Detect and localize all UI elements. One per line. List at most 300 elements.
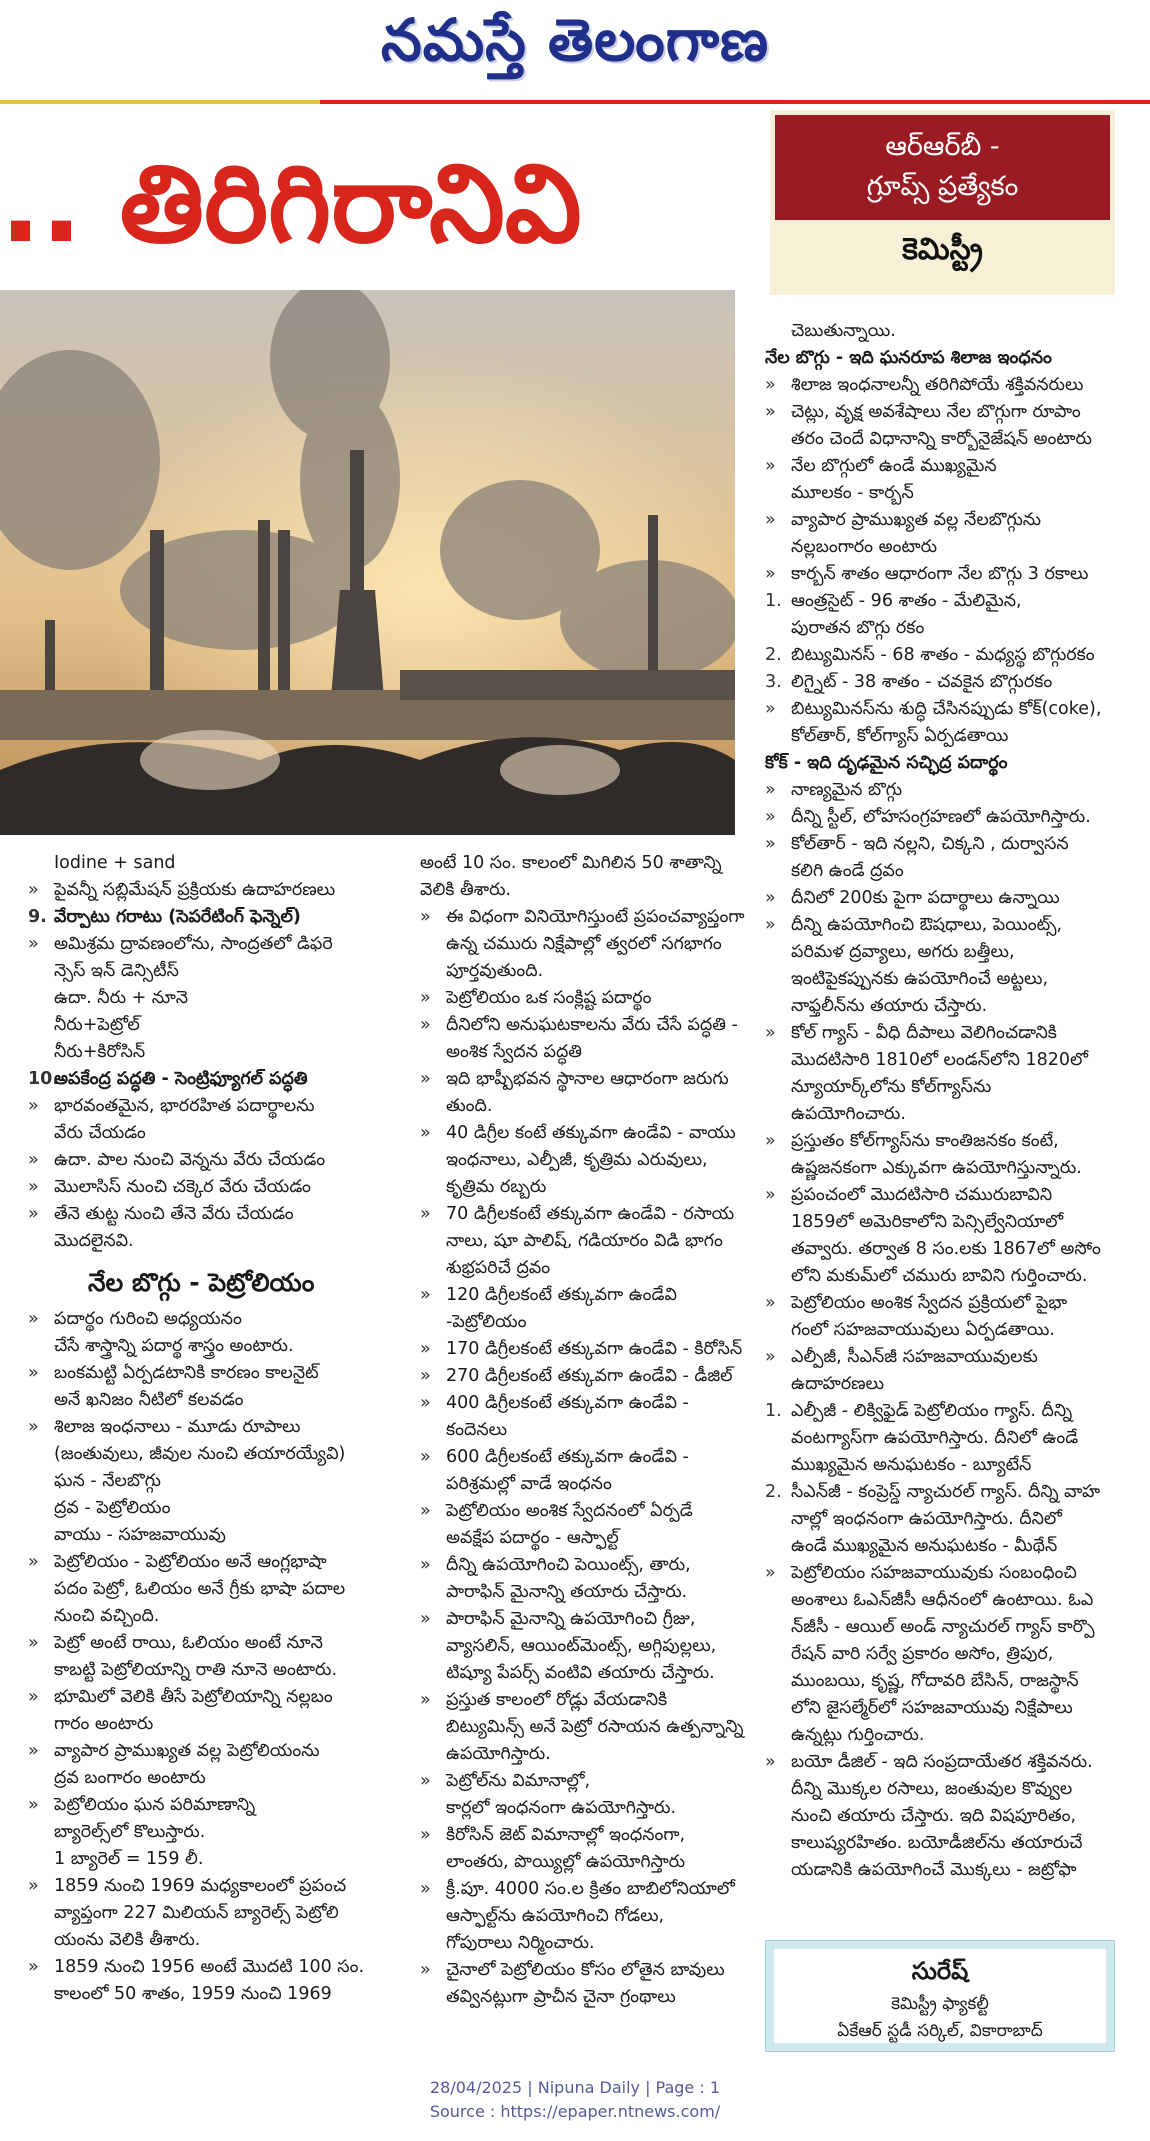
text-line xyxy=(28,1468,410,1495)
bullet-marker: » xyxy=(420,1015,431,1035)
line-text: చైనాలో పెట్రోలియం కోసం లోతైన బావులు xyxy=(446,1960,725,1980)
author-role: కెమిస్ట్రీ ఫ్యాకల్టీ xyxy=(891,1994,989,2014)
text-line xyxy=(420,985,770,1012)
text-line xyxy=(420,1687,770,1714)
text-line xyxy=(28,1360,410,1387)
text-line xyxy=(420,1336,770,1363)
text-line xyxy=(765,1749,1120,1776)
bullet-marker: » xyxy=(28,1417,39,1437)
line-text: ద్రవ - పెట్రోలియం xyxy=(54,1498,171,1518)
newspaper-name: నమస్తే తెలంగాణ xyxy=(381,6,769,74)
text-line xyxy=(420,1066,770,1093)
text-line xyxy=(765,777,1120,804)
line-text: బిట్యుమినస్ - 68 శాతం - మధ్యస్థ బొగ్గురకం xyxy=(791,645,1095,665)
line-text: పదం పెట్రో, ఓలియం అనే గ్రీకు భాషా పదాల xyxy=(54,1579,346,1599)
bullet-marker: » xyxy=(765,1131,776,1151)
bullet-marker: 3. xyxy=(765,672,782,692)
line-text: అవక్షేప పదార్థం - ఆస్ఫాల్ట్ xyxy=(446,1528,619,1548)
text-line xyxy=(420,1984,770,2011)
line-text: ఉష్ణజనకంగా ఎక్కువగా ఉపయోగిస్తున్నారు. xyxy=(791,1158,1082,1178)
text-line xyxy=(765,1668,1120,1695)
line-text: కార్లలో ఇంధనంగా ఉపయోగిస్తారు. xyxy=(446,1798,677,1818)
page-footer xyxy=(0,2076,1150,2124)
text-line xyxy=(420,1093,770,1120)
line-text: పదార్థం గురించి అధ్యయనం xyxy=(54,1309,242,1329)
text-line xyxy=(420,1876,770,1903)
line-text: ముఖ్యమైన అనుఘటకం - బ్యూటేన్ xyxy=(791,1455,1032,1475)
line-text: పురాతన బొగ్గు రకం xyxy=(791,618,925,638)
line-text: కాబట్టి పెట్రోలియాన్ని రాతి నూనె అంటారు. xyxy=(54,1660,338,1680)
text-line xyxy=(420,1930,770,1957)
text-line xyxy=(765,696,1120,723)
line-text: దీన్ని మొక్కల రసాలు, జంతువుల కొవ్వుల xyxy=(791,1779,1073,1799)
text-line xyxy=(765,1560,1120,1587)
line-text: ఈ విధంగా వినియోగిస్తుంటే ప్రపంచవ్యాప్తంగా xyxy=(446,907,745,927)
bullet-marker: » xyxy=(28,1363,39,1383)
bullet-marker: » xyxy=(420,1879,431,1899)
bullet-marker: » xyxy=(420,1069,431,1089)
line-text: ప్రపంచంలో మొదటిసారి చమురుబావిని xyxy=(791,1185,1053,1205)
text-line xyxy=(28,1657,410,1684)
text-line xyxy=(28,1900,410,1927)
text-line xyxy=(765,1587,1120,1614)
line-text: నీరు+కిరోసిన్ xyxy=(54,1042,146,1062)
text-line xyxy=(765,1506,1120,1533)
line-text: దీనిలోని అనుఘటకాలను వేరు చేసే పద్ధతి - xyxy=(446,1015,738,1035)
text-line xyxy=(765,561,1120,588)
text-line xyxy=(28,1414,410,1441)
bullet-marker: » xyxy=(420,1960,431,1980)
line-text: దీన్ని ఉపయోగించి ఔషధాలు, పెయింట్స్, xyxy=(791,915,1063,935)
text-line xyxy=(420,1147,770,1174)
text-line xyxy=(28,1333,410,1360)
line-text: 1 బ్యారెల్ = 159 లీ. xyxy=(54,1849,204,1869)
line-text: శిలాజ ఇంధనాలన్నీ తరిగిపోయే శక్తివనరులు xyxy=(791,375,1084,395)
bullet-marker: » xyxy=(765,564,776,584)
line-text: అంశాలు ఓఎన్‌జీసీ ఆధీనంలో ఉంటాయి. ఓఎ xyxy=(791,1590,1094,1610)
bullet-marker: » xyxy=(765,699,776,719)
text-line xyxy=(420,1552,770,1579)
bullet-marker: » xyxy=(420,1771,431,1791)
text-line xyxy=(28,1765,410,1792)
footer-source-line: Source : https://epaper.ntnews.com/ xyxy=(429,2102,721,2121)
bullet-marker: » xyxy=(28,1687,39,1707)
line-text: దీనిలో 200కు పైగా పదార్థాలు ఉన్నాయి xyxy=(791,888,1060,908)
text-line xyxy=(420,1903,770,1930)
text-line xyxy=(765,642,1120,669)
bullet-marker: 1. xyxy=(765,1401,782,1421)
text-line xyxy=(28,1093,410,1120)
line-text: 120 డిగ్రీలకంటే తక్కువగా ఉండేవి xyxy=(446,1285,677,1305)
text-line xyxy=(765,804,1120,831)
author-organization: ఏకేఆర్ స్టడీ సర్కిల్, వికారాబాద్ xyxy=(837,2021,1043,2041)
line-text: అపకేంద్ర పద్ధతి - సెంట్రిఫ్యూగల్ పద్ధతి xyxy=(54,1069,308,1089)
line-text: పెట్రోలియం ఘన పరిమాణాన్ని xyxy=(54,1795,256,1815)
line-text: కిరోసిన్ జెట్ విమానాల్లో ఇంధనంగా, xyxy=(446,1825,686,1845)
bullet-marker: » xyxy=(28,1552,39,1572)
line-text: పారాఫిన్ మైనాన్ని ఉపయోగించి గ్రీజు, xyxy=(446,1609,696,1629)
text-line xyxy=(28,931,410,958)
line-text: ద్రవ బంగారం అంటారు xyxy=(54,1768,206,1788)
bullet-marker: » xyxy=(28,934,39,954)
text-line xyxy=(765,1074,1120,1101)
bullet-marker: 1. xyxy=(765,591,782,611)
line-text: ఉన్న చమురు నిక్షేపాల్లో త్వరలో సగభాగం xyxy=(446,934,722,954)
line-text: పారాఫిన్ మైనాన్ని తయారు చేస్తారు. xyxy=(446,1582,688,1602)
line-text: 1859లో అమెరికాలోని పెన్సిల్వేనియాలో xyxy=(791,1212,1064,1232)
line-text: వ్యాపార ప్రాముఖ్యత వల్ల పెట్రోలియంను xyxy=(54,1741,320,1761)
text-line xyxy=(28,1039,410,1066)
bullet-marker: » xyxy=(765,1185,776,1205)
line-text: పెట్రోలియం సహజవాయువుకు సంబంధించి xyxy=(791,1563,1077,1583)
line-text: గోపురాలు నిర్మించారు. xyxy=(446,1933,595,1953)
line-text: ఉదాహరణలు xyxy=(791,1374,884,1394)
line-text: మొదటిసారి 1810లో లండన్‌లోని 1820లో xyxy=(791,1050,1088,1070)
text-line xyxy=(765,1371,1120,1398)
bullet-marker: 2. xyxy=(765,1482,782,1502)
line-text: నాల్లో ఇంధనంగా ఉపయోగిస్తారు. దీనిలో xyxy=(791,1509,1062,1529)
line-text: కలిగి ఉండే ద్రవం xyxy=(791,861,904,881)
line-text: న్యూయార్క్‌లోను కోల్‌గ్యాస్‌ను xyxy=(791,1077,992,1097)
line-text: లిగ్నైట్ - 38 శాతం - చవకైన బొగ్గురకం xyxy=(791,672,1053,692)
text-line xyxy=(765,831,1120,858)
text-line xyxy=(420,1741,770,1768)
section-tag-line2: గ్రూప్స్ ప్రత్యేకం xyxy=(866,171,1019,202)
text-line xyxy=(765,1344,1120,1371)
bullet-marker: » xyxy=(28,1150,39,1170)
bullet-marker: » xyxy=(420,1501,431,1521)
line-text: వ్యాపార ప్రాముఖ్యత వల్ల నేలబొగ్గును xyxy=(791,510,1042,530)
bullet-marker: » xyxy=(765,1563,776,1583)
text-line xyxy=(28,1927,410,1954)
text-line xyxy=(28,1174,410,1201)
text-line xyxy=(765,750,1120,777)
text-line xyxy=(420,1849,770,1876)
text-line xyxy=(420,1525,770,1552)
text-line xyxy=(420,1120,770,1147)
text-line xyxy=(765,1641,1120,1668)
text-line xyxy=(28,1711,410,1738)
text-line xyxy=(420,1012,770,1039)
line-text: కోల్‌తార్ - ఇది నల్లని, చిక్కని , దుర్వాసన xyxy=(791,834,1069,854)
text-line xyxy=(765,912,1120,939)
text-line xyxy=(28,1066,410,1093)
author-name: సురేష్ xyxy=(911,1957,969,1985)
text-line xyxy=(765,1479,1120,1506)
line-text: అమిశ్రమ ద్రావణంలోను, సాంద్రతలో డిఫరె xyxy=(54,934,333,954)
text-line xyxy=(28,1549,410,1576)
column-1 xyxy=(28,850,410,2008)
text-line xyxy=(420,1660,770,1687)
text-line xyxy=(420,1633,770,1660)
line-text: భారవంతమైన, భారరహిత పదార్థాలను xyxy=(54,1096,315,1116)
line-text: ఉదా. నీరు + నూనె xyxy=(54,988,189,1008)
text-line xyxy=(765,1803,1120,1830)
bullet-marker: » xyxy=(765,510,776,530)
text-line xyxy=(765,372,1120,399)
text-line xyxy=(28,850,410,877)
bullet-marker: » xyxy=(28,1633,39,1653)
text-line xyxy=(765,1830,1120,1857)
line-text: బంకమట్టి ఏర్పడటానికి కారణం కాలనైట్ xyxy=(54,1363,319,1383)
author-box xyxy=(765,1940,1115,2052)
line-text: యడానికి ఉపయోగించే మొక్కలు - జట్రోఫా xyxy=(791,1860,1077,1880)
line-text: ప్రస్తుత కాలంలో రోడ్లు వేయడానికి xyxy=(446,1690,668,1710)
text-line xyxy=(765,453,1120,480)
line-text: నేల బొగ్గులో ఉండే ముఖ్యమైన xyxy=(791,456,997,476)
line-text: 1859 నుంచి 1956 అంటే మొదటి 100 సం. xyxy=(54,1957,365,1977)
bullet-marker: » xyxy=(28,1741,39,1761)
text-line xyxy=(765,1047,1120,1074)
text-line xyxy=(765,1398,1120,1425)
line-text: లోని మకుమ్‌లో చమురు బావిని గుర్తించారు. xyxy=(791,1266,1088,1286)
line-text: కృత్రిమ రబ్బరు xyxy=(446,1177,547,1197)
line-text: కాలుష్యరహితం. బయోడీజిల్‌ను తయారుచే xyxy=(791,1833,1083,1853)
bullet-marker: » xyxy=(765,807,776,827)
text-line xyxy=(420,1822,770,1849)
text-line xyxy=(765,318,1120,345)
line-text: ఉపయోగిస్తారు. xyxy=(446,1744,551,1764)
line-text: వేర్పాటు గరాటు (సెపరేటింగ్ ఫెన్నెల్) xyxy=(54,907,301,927)
text-line xyxy=(765,669,1120,696)
text-line xyxy=(28,1120,410,1147)
line-text: నల్లబంగారం అంటారు xyxy=(791,537,938,557)
line-text: తరం చెందే విధానాన్ని కార్బోనైజేషన్ అంటారు xyxy=(791,429,1092,449)
text-line xyxy=(420,1714,770,1741)
text-line xyxy=(765,1857,1120,1884)
text-line xyxy=(765,1533,1120,1560)
text-line xyxy=(420,1957,770,1984)
line-text: కోక్ - ఇది దృఢమైన సచ్ఛిద్ర పదార్థం xyxy=(765,753,1008,773)
line-text: నేల బొగ్గు - ఇది ఘనరూప శిలాజ ఇంధనం xyxy=(765,348,1052,368)
line-text: వ్యాసలిన్, ఆయింట్‌మెంట్స్, అగ్గిపుల్లలు, xyxy=(446,1636,717,1656)
text-line xyxy=(765,1425,1120,1452)
text-line xyxy=(765,993,1120,1020)
text-line xyxy=(28,877,410,904)
bullet-marker: » xyxy=(420,1366,431,1386)
text-line xyxy=(420,850,770,877)
bullet-marker: » xyxy=(420,1204,431,1224)
text-line xyxy=(28,1846,410,1873)
line-text: నుంచి తయారు చేస్తారు. ఇది విషపూరితం, xyxy=(791,1806,1077,1826)
line-text: శుభ్రపరిచే ద్రవం xyxy=(446,1258,551,1278)
line-text: ముంబయి, కృష్ణ, గోదావరి బేసిన్, రాజస్థాన్ xyxy=(791,1671,1079,1691)
line-text: ఆంత్రసైట్ - 96 శాతం - మేలిమైన, xyxy=(791,591,1022,611)
text-line xyxy=(765,885,1120,912)
bullet-marker: 2. xyxy=(765,645,782,665)
text-line xyxy=(420,1309,770,1336)
line-text: నాఫ్తలీన్‌ను తయారు చేస్తారు. xyxy=(791,996,988,1016)
line-text: కందెనలు xyxy=(446,1420,508,1440)
bullet-marker: » xyxy=(765,1293,776,1313)
line-text: బయో డీజిల్ - ఇది సంప్రదాయేతర శక్తివనరు. xyxy=(791,1752,1093,1772)
text-line xyxy=(765,858,1120,885)
line-text: చెబుతున్నాయి. xyxy=(791,321,896,341)
line-text: తవ్వినట్లుగా ప్రాచీన చైనా గ్రంథాలు xyxy=(446,1987,676,2007)
text-line xyxy=(420,1228,770,1255)
bullet-marker: 9. xyxy=(28,907,47,927)
text-line xyxy=(28,1603,410,1630)
bullet-marker: » xyxy=(28,1309,39,1329)
line-text: కోల్‌తార్, కోల్‌గ్యాస్ ఏర్పడతాయి xyxy=(791,726,1009,746)
line-text: అంశిక స్వేదన పద్ధతి xyxy=(446,1042,582,1062)
line-text: పూర్తవుతుంది. xyxy=(446,961,544,981)
line-text: కాలంలో 50 శాతం, 1959 నుంచి 1969 xyxy=(54,1984,332,2004)
line-text: వంటగ్యాస్‌గా ఉపయోగిస్తారు. దీనిలో ఉండే xyxy=(791,1428,1079,1448)
line-text: దీన్ని ఉపయోగించి పెయింట్స్, తారు, xyxy=(446,1555,691,1575)
section-tag-line1: ఆర్‌ఆర్‌బీ - xyxy=(885,131,1000,162)
text-line xyxy=(28,1495,410,1522)
line-text: వాయు - సహజవాయువు xyxy=(54,1525,226,1545)
line-text: యంను వెలికి తీశారు. xyxy=(54,1930,201,1950)
text-line xyxy=(28,1576,410,1603)
bullet-marker: » xyxy=(765,1752,776,1772)
text-line xyxy=(765,1101,1120,1128)
text-line xyxy=(28,985,410,1012)
line-text: పెట్రో అంటే రాయి, ఓలియం అంటే నూనె xyxy=(54,1633,323,1653)
line-text: పెట్రోల్‌ను విమానాల్లో, xyxy=(446,1771,591,1791)
line-text: పెట్రోలియం ఒక సంక్లిష్ట పదార్థం xyxy=(446,988,652,1008)
text-line xyxy=(420,1795,770,1822)
text-line xyxy=(765,966,1120,993)
text-line xyxy=(28,1819,410,1846)
text-line xyxy=(765,534,1120,561)
bullet-marker: » xyxy=(765,834,776,854)
line-text: మొలాసిస్ నుంచి చక్కెర వేరు చేయడం xyxy=(54,1177,311,1197)
bullet-marker: » xyxy=(28,1096,39,1116)
line-text: పైవన్నీ సబ్లిమేషన్ ప్రక్రియకు ఉదాహరణలు xyxy=(54,880,336,900)
line-text: -పెట్రోలియం xyxy=(446,1312,527,1332)
bullet-marker: » xyxy=(420,1555,431,1575)
line-text: ఎల్పీజీ - లిక్విఫైడ్ పెట్రోలియం గ్యాస్. దీన్ని xyxy=(791,1401,1073,1421)
line-text: గారం అంటారు xyxy=(54,1714,154,1734)
bullet-marker: » xyxy=(28,1204,39,1224)
text-line xyxy=(765,1722,1120,1749)
line-text: వెలికి తీశారు. xyxy=(420,880,512,900)
line-text: అంటే 10 సం. కాలంలో మిగిలిన 50 శాతాన్ని xyxy=(420,853,722,873)
footer-date-line: 28/04/2025 | Nipuna Daily | Page : 1 xyxy=(429,2078,721,2097)
line-text: 170 డిగ్రీలకంటే తక్కువగా ఉండేవి - కిరోసిన్ xyxy=(446,1339,743,1359)
text-line xyxy=(28,1522,410,1549)
text-line xyxy=(420,1471,770,1498)
line-text: న్సెస్ ఇన్ డెన్సిటీస్ xyxy=(54,961,179,981)
text-line xyxy=(420,1606,770,1633)
line-text: తేనె తుట్ట నుంచి తేనె వేరు చేయడం xyxy=(54,1204,294,1224)
text-line xyxy=(765,426,1120,453)
bullet-marker: » xyxy=(28,1957,39,1977)
line-text: భూమిలో వెలికి తీసే పెట్రోలియాన్ని నల్లబం xyxy=(54,1687,333,1707)
line-text: నాలు, షూ పాలిష్, గడియారం విడి భాగం xyxy=(446,1231,723,1251)
line-text: 270 డిగ్రీలకంటే తక్కువగా ఉండేవి - డీజిల్ xyxy=(446,1366,733,1386)
text-line xyxy=(765,939,1120,966)
line-text: న్‌జీసీ - ఆయిల్ అండ్ న్యాచురల్ గ్యాస్ కార్పొ xyxy=(791,1617,1095,1637)
bullet-marker: » xyxy=(420,1123,431,1143)
line-text: ఉండే ముఖ్యమైన అనుఘటకం - మీథేన్ xyxy=(791,1536,1058,1556)
section-heading: నేల బొగ్గు - పెట్రోలియం xyxy=(88,1268,315,1297)
line-text: వేరు చేయడం xyxy=(54,1123,146,1143)
text-line xyxy=(28,1201,410,1228)
text-line xyxy=(28,1738,410,1765)
bullet-marker: » xyxy=(765,456,776,476)
text-line xyxy=(420,1039,770,1066)
text-line xyxy=(420,1390,770,1417)
bullet-marker: » xyxy=(765,375,776,395)
text-line xyxy=(420,1282,770,1309)
line-text: పరిశ్రమల్లో వాడే ఇంధనం xyxy=(446,1474,612,1494)
bullet-marker: » xyxy=(28,1795,39,1815)
text-line xyxy=(765,588,1120,615)
line-text: తవ్వారు. తర్వాత 8 సం.లకు 1867లో అసోం xyxy=(791,1239,1101,1259)
text-line xyxy=(765,615,1120,642)
bullet-marker: » xyxy=(420,1393,431,1413)
text-line xyxy=(28,1228,410,1255)
text-line xyxy=(420,1417,770,1444)
text-line xyxy=(28,1954,410,1981)
text-line xyxy=(420,958,770,985)
line-text: లోని జైసల్మేర్‌లో సహజవాయువు నిక్షేపాలు xyxy=(791,1698,1073,1718)
bullet-marker: » xyxy=(420,1690,431,1710)
line-text: మొదలైనవి. xyxy=(54,1231,134,1251)
text-line xyxy=(420,1444,770,1471)
text-line xyxy=(765,399,1120,426)
bullet-marker: » xyxy=(420,1285,431,1305)
masthead-rule xyxy=(0,100,1150,104)
text-line xyxy=(28,1981,410,2008)
bullet-marker: » xyxy=(420,907,431,927)
text-line xyxy=(765,345,1120,372)
line-text: ఎల్పీజీ, సీఎన్‌జీ సహజవాయువులకు xyxy=(791,1347,1038,1367)
line-text: ఇంటిపైకప్పునకు ఉపయోగించే అట్టలు, xyxy=(791,969,1049,989)
bullet-marker: 10. xyxy=(28,1069,60,1089)
section-tag xyxy=(775,115,1110,220)
industrial-smoke-photo xyxy=(0,290,735,835)
line-text: ప్రస్తుతం కోల్‌గ్యాస్‌ను కాంతిజనకం కంటే, xyxy=(791,1131,1059,1151)
text-line xyxy=(765,1128,1120,1155)
text-line xyxy=(420,1363,770,1390)
line-text: పరిమళ ద్రవ్యాలు, అగరు బత్తీలు, xyxy=(791,942,1015,962)
line-text: 600 డిగ్రీలకంటే తక్కువగా ఉండేవి - xyxy=(446,1447,689,1467)
bullet-marker: » xyxy=(765,888,776,908)
bullet-marker: » xyxy=(765,915,776,935)
text-line xyxy=(420,877,770,904)
line-text: సీఎన్‌జీ - కంప్రెస్డ్ న్యాచురల్ గ్యాస్. దీన్ని వాహ xyxy=(791,1482,1101,1502)
line-text: క్రీ.పూ. 4000 సం.ల క్రితం బాబిలోనియాలో xyxy=(446,1879,735,1899)
line-text: 400 డిగ్రీలకంటే తక్కువగా ఉండేవి - xyxy=(446,1393,689,1413)
line-text: ఇది భాష్పీభవన స్థానాల ఆధారంగా జరుగు xyxy=(446,1069,729,1089)
subject-label: కెమిస్ట్రీ xyxy=(902,232,983,267)
line-text: నుంచి వచ్చింది. xyxy=(54,1606,160,1626)
bullet-marker: » xyxy=(765,402,776,422)
text-line xyxy=(28,1630,410,1657)
text-line xyxy=(765,507,1120,534)
text-line xyxy=(28,1306,410,1333)
bullet-marker: » xyxy=(420,1825,431,1845)
bullet-marker: » xyxy=(420,1447,431,1467)
text-line xyxy=(28,1792,410,1819)
text-line xyxy=(420,1498,770,1525)
bullet-marker: » xyxy=(420,988,431,1008)
line-text: దీన్ని స్టీల్, లోహసంగ్రహణలో ఉపయోగిస్తారు. xyxy=(791,807,1091,827)
text-line xyxy=(28,1012,410,1039)
line-text: Iodine + sand xyxy=(54,853,176,873)
text-line xyxy=(28,1441,410,1468)
line-text: కార్బన్ శాతం ఆధారంగా నేల బొగ్గు 3 రకాలు xyxy=(791,564,1089,584)
bullet-marker: » xyxy=(28,1876,39,1896)
text-line xyxy=(420,1201,770,1228)
bullet-marker: » xyxy=(765,1023,776,1043)
line-text: వ్యాప్తంగా 227 మిలియన్ బ్యారెల్స్ పెట్రోలి xyxy=(54,1903,339,1923)
text-line xyxy=(420,1768,770,1795)
